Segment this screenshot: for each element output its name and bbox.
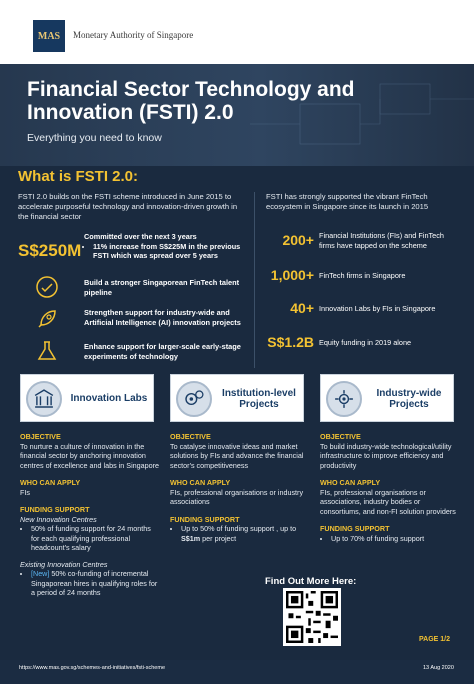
funding-bullet: • 11% increase from S$225M in the previous FSTI which was spread over 5 years <box>93 242 254 261</box>
card-innovation-labs <box>20 374 154 422</box>
footer-date: 13 Aug 2020 <box>423 665 454 671</box>
funding-amount-inline: S$1m <box>181 533 201 543</box>
header <box>0 0 474 64</box>
rocket-icon <box>35 307 59 331</box>
card-institution-projects <box>170 374 304 422</box>
new-centres-title: New Innovation Centres <box>20 514 97 524</box>
talent-pipeline-icon <box>35 275 59 299</box>
stat-text-2: FinTech firms in Singapore <box>319 271 406 280</box>
objective-label: OBJECTIVE <box>320 432 361 441</box>
org-name: Monetary Authority of Singapore <box>73 30 194 40</box>
funding-bullet: • Up to 70% of funding support <box>331 534 460 544</box>
who-label: WHO CAN APPLY <box>170 478 231 487</box>
funding-label: FUNDING SUPPORT <box>320 524 390 533</box>
feature-text-1: Build a stronger Singaporean FinTech talent pipeline <box>84 278 240 297</box>
find-out-more: Find Out More Here: <box>265 576 357 587</box>
card-title-institution-projects: Institution-level Projects <box>222 387 296 410</box>
existing-centres-bullet <box>31 569 160 598</box>
stat-text-3: Innovation Labs by FIs in Singapore <box>319 304 436 313</box>
column-institution-projects <box>170 432 310 543</box>
footer-url[interactable]: https://www.mas.gov.sg/schemes-and-initiatives/fsti-scheme <box>19 665 166 671</box>
funding-label: FUNDING SUPPORT <box>20 505 90 514</box>
existing-centres-title: Existing Innovation Centres <box>20 559 108 569</box>
objective-label: OBJECTIVE <box>20 432 61 441</box>
who-text: FIs, professional organisations or associations, industry bodies or consortiums, and non-FI solution providers <box>320 487 456 516</box>
existing-bullet-text: 50% co-funding of incremental Singaporean hires in qualifying roles for a period of 24 months <box>31 569 158 597</box>
column-divider <box>254 192 255 368</box>
page-number: PAGE 1/2 <box>419 636 450 643</box>
page-subtitle: Everything you need to know <box>27 132 162 144</box>
who-text: FIs <box>20 487 30 497</box>
card-industry-projects <box>320 374 454 422</box>
column-industry-projects <box>320 432 460 543</box>
funding-bullet <box>181 524 310 543</box>
who-text: FIs, professional organisations or industry associations <box>170 487 304 506</box>
card-title-innovation-labs: Innovation Labs <box>70 393 148 405</box>
objective-text: To build industry-wide technological/utility infrastructure to improve efficiency and productivity <box>320 441 452 470</box>
funding-label: FUNDING SUPPORT <box>170 514 240 524</box>
funding-commitment: Committed over the next 3 years <box>84 232 197 241</box>
who-label: WHO CAN APPLY <box>320 478 381 487</box>
intro-left: FSTI 2.0 builds on the FSTI scheme introduced in June 2015 to accelerate purposeful technology and innovation-driven growth in the financial sector <box>18 192 238 221</box>
feature-text-2: Strengthen support for industry-wide and Artificial Intelligence (AI) innovation projects <box>84 308 241 327</box>
intro-right: FSTI has strongly supported the vibrant FinTech ecosystem in Singapore since its launch in 2015 <box>266 192 429 211</box>
footer <box>0 660 474 684</box>
hero-section <box>0 64 474 660</box>
building-icon <box>26 381 62 417</box>
column-innovation-labs <box>20 432 160 598</box>
gears-icon <box>176 381 212 417</box>
funding-amount: S$250M <box>18 241 82 260</box>
page-title: Financial Sector Technology and Innovation (FSTI) 2.0 <box>27 78 355 124</box>
who-label: WHO CAN APPLY <box>20 478 81 487</box>
new-tag: [New] <box>31 569 50 578</box>
feature-text-3: Enhance support for larger-scale early-stage experiments of technology <box>84 342 241 361</box>
funding-description <box>84 232 254 261</box>
card-title-industry-projects: Industry-wide Projects <box>376 387 442 410</box>
stat-number-4: S$1.2B <box>267 334 314 350</box>
settings-network-icon <box>326 381 362 417</box>
stat-number-1: 200+ <box>282 232 314 248</box>
objective-text: To catalyse innovative ideas and market solutions by FIs and advance the financial sector's competitiveness <box>170 441 304 470</box>
objective-label: OBJECTIVE <box>170 432 211 441</box>
stat-text-1: Financial Institutions (FIs) and FinTech firms have tapped on the scheme <box>319 231 444 250</box>
mas-logo: MAS <box>33 20 65 52</box>
stat-number-2: 1,000+ <box>270 267 314 283</box>
funding-post: per project <box>200 533 237 543</box>
qr-code[interactable] <box>283 588 341 646</box>
objective-text: To nurture a culture of innovation in the financial sector by anchoring innovation centres of excellence and labs in Singapore <box>20 441 160 470</box>
qr-code-icon <box>286 591 338 643</box>
flask-icon <box>35 339 59 363</box>
stat-text-4: Equity funding in 2019 alone <box>319 338 412 347</box>
funding-pre: Up to 50% of funding support , up to <box>181 524 297 533</box>
new-centres-bullet: • 50% of funding support for 24 months for each qualifying professional headcount's salary <box>31 524 160 553</box>
stat-number-3: 40+ <box>290 300 314 316</box>
section-heading: What is FSTI 2.0: <box>18 168 139 185</box>
